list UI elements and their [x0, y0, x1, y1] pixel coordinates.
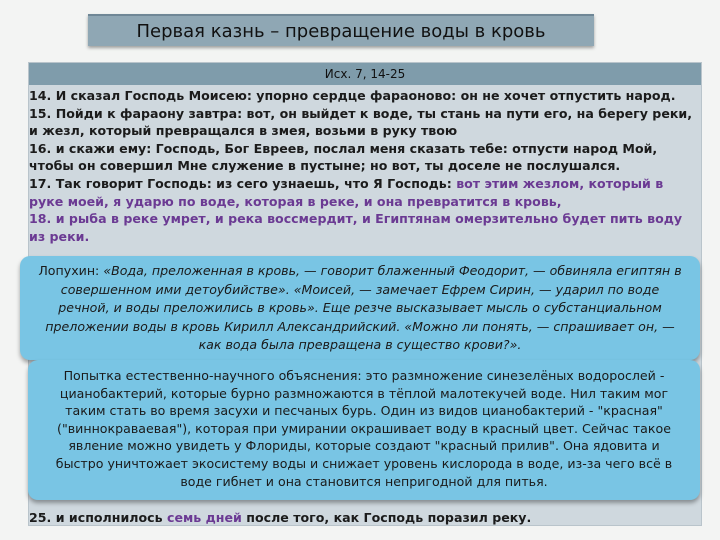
slide-title-bar: [88, 14, 594, 46]
lopukhin-callout: [20, 256, 700, 360]
verse-16: 16. и скажи ему: Господь, Бог Евреев, послал меня сказать тебе: отпусти народ Мой, чтобы он совершил Мне служение в пустыне; но вот, ты доселе не послушался.: [29, 140, 658, 174]
lopukhin-text: «Вода, преложенная в кровь, — говорит блаженный Феодорит, — обвиняла египтян в совершенном ими детоубийстве». «Моисей, — замечает Ефрем Сирин, — ударил по воде речной, и воды преложились в кровь». Еще резче высказывает мысль о субстанциальном преложении воды в кровь Кирилл Александрийский. «Можно ли понять, — спрашивает он, — как вода была превращена в существо крови?».: [45, 263, 682, 353]
verse-25-highlight: семь дней: [166, 510, 242, 525]
verse-25-end: после того, как Господь поразил реку.: [241, 510, 532, 525]
scripture-reference: Исх. 7, 14-25: [324, 67, 406, 81]
verses-block: [29, 87, 697, 245]
verse-15: 15. Пойди к фараону завтра: вот, он выйдет к воде, ты стань на пути его, на берегу реки, и жезл, который превращался в змея, возьми в руку твою: [29, 105, 693, 139]
verse-14: 14. И сказал Господь Моисею: упорно сердце фараоново: он не хочет отпустить народ.: [29, 88, 676, 103]
lopukhin-quote: [20, 256, 700, 355]
verse-17: [29, 175, 697, 210]
science-text: Попытка естественно-научного объяснения: это размножение синезелёных водорослей - цианобактерий, которые бурно размножаются в тёплой малотекучей воде. Нил таким мог таким стать во время засухи и песчаных бурь. Один из видов цианобактерий - "красная" ("виннокраваевая"), которая при умирании окрашивает воду в красный цвет. Сейчас такое явление можно увидеть у Флориды, которые создают "красный прилив". Она ядовита и быстро уничтожает экосистему воды и снижает уровень кислорода в воде, из-за чего всё в воде гибнет и она становится непригодной для питья.: [55, 368, 673, 489]
science-callout: [28, 360, 700, 500]
verse-25: [29, 509, 697, 526]
verse-18: 18. и рыба в реке умрет, и река воссмердит, и Египтянам омерзительно будет пить воду из реки.: [29, 211, 683, 244]
slide-title: Первая казнь – превращение воды в кровь: [136, 20, 546, 42]
lopukhin-lead: Лопухин:: [38, 263, 104, 278]
verse-17-text: 17. Так говорит Господь: из сего узнаешь, что Я Господь:: [29, 175, 457, 191]
verse-25-start: 25. и исполнилось: [29, 510, 167, 525]
table-header: [29, 63, 701, 85]
verse-17-highlight: вот этим жезлом, который в руке моей, я ударю по воде, которая в реке, и она превратится в кровь,: [29, 175, 664, 209]
